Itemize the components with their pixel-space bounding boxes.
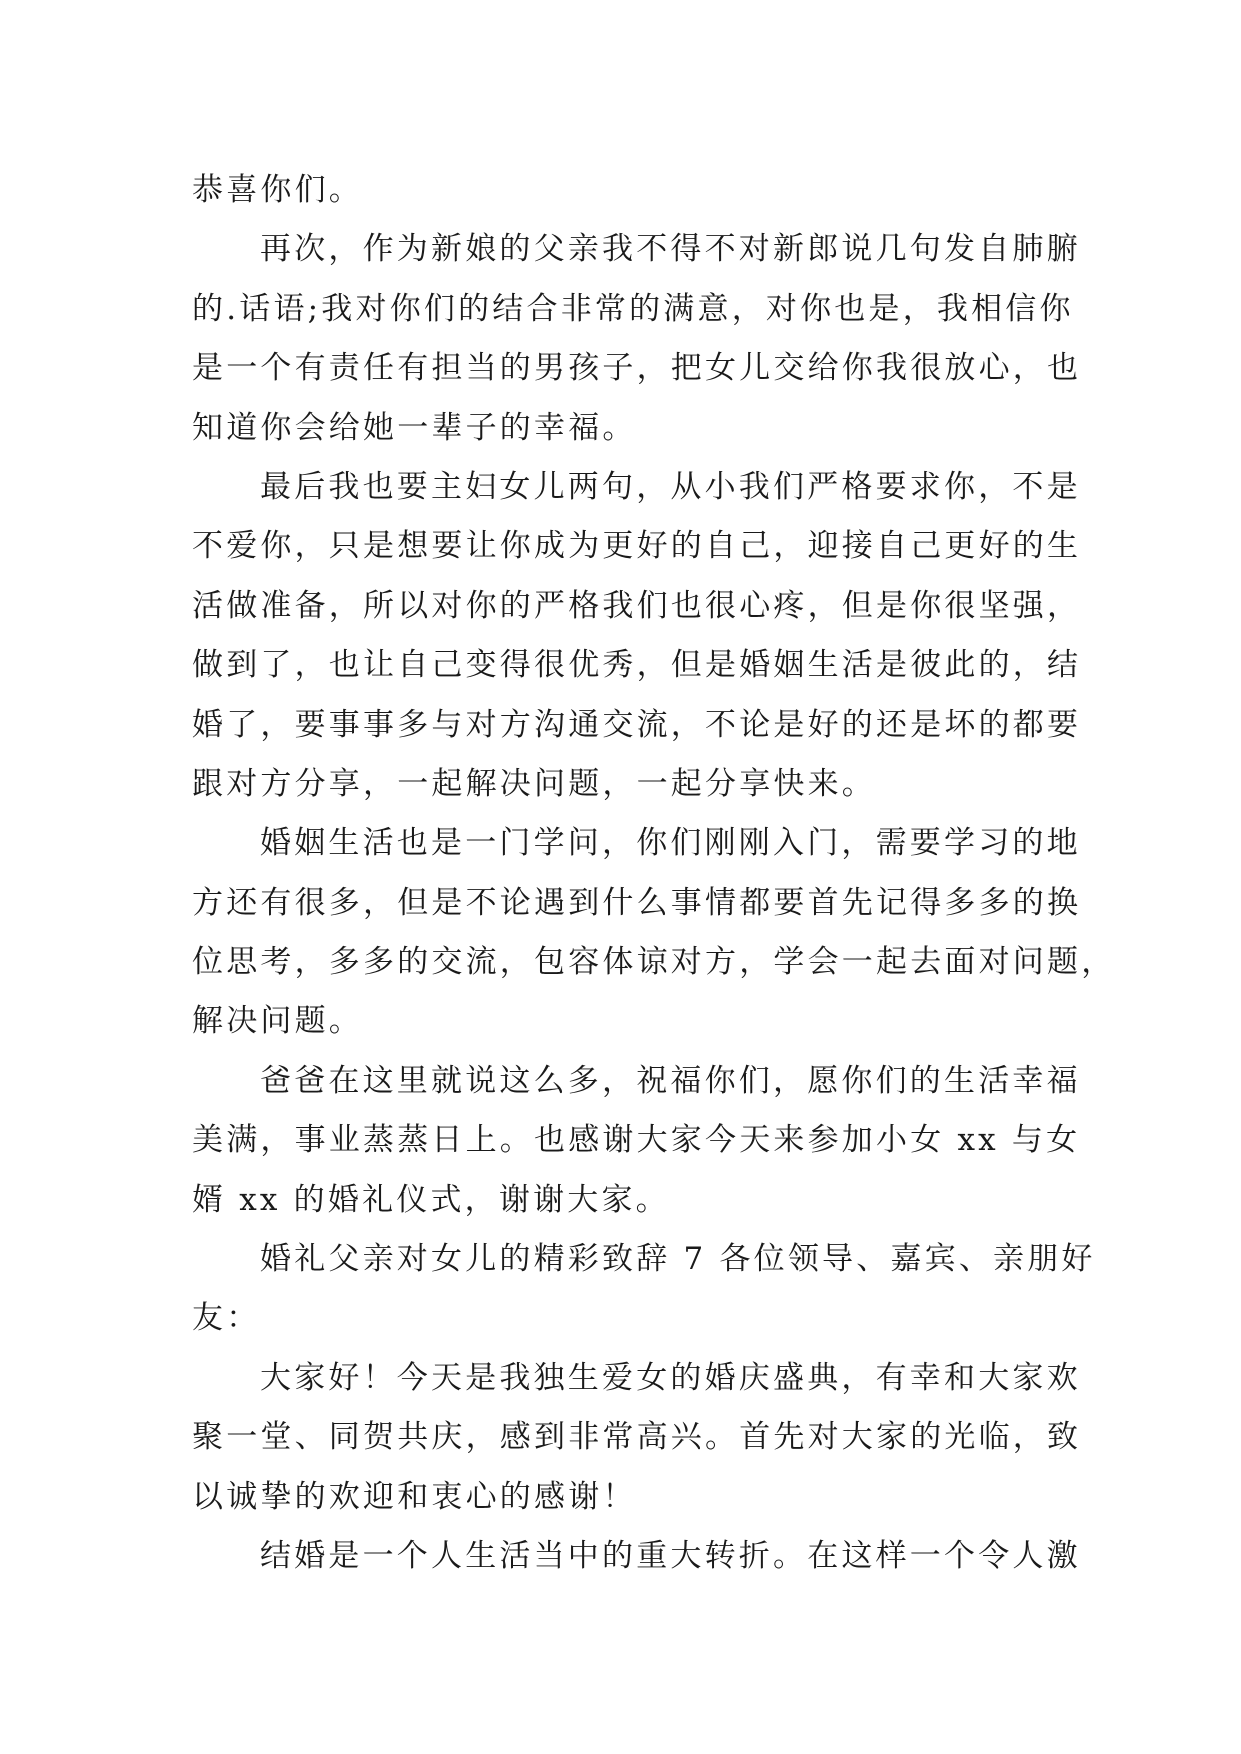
text-line: 位思考，多多的交流，包容体谅对方，学会一起去面对问题， [192,944,1116,981]
text-line: 婿 xx 的婚礼仪式，谢谢大家。 [192,1181,670,1218]
text-line: 爸爸在这里就说这么多，祝福你们，愿你们的生活幸福 [260,1062,1081,1099]
paragraph [192,458,1082,814]
paragraph [192,814,1116,1052]
paragraph [192,1527,1081,1586]
text-line: 跟对方分享，一起解决问题，一起分享快来。 [192,765,876,802]
text-line: 是一个有责任有担当的男孩子，把女儿交给你我很放心，也 [192,350,1082,387]
paragraph [192,1349,1082,1527]
text-line: 婚了，要事事多与对方沟通交流，不论是好的还是坏的都要 [192,706,1082,743]
text-line: 最后我也要主妇女儿两句，从小我们严格要求你，不是 [260,468,1081,505]
text-line: 以诚挚的欢迎和衷心的感谢！ [192,1478,637,1515]
paragraph [192,161,1072,220]
text-line: 做到了，也让自己变得很优秀，但是婚姻生活是彼此的，结 [192,647,1082,684]
text-line: 解决问题。 [192,1003,363,1040]
paragraph [192,1052,1081,1230]
document-body [192,161,1116,1586]
text-line: 方还有很多，但是不论遇到什么事情都要首先记得多多的换 [192,884,1082,921]
text-line: 大家好！今天是我独生爱女的婚庆盛典，有幸和大家欢 [260,1359,1081,1396]
text-line: 婚姻生活也是一门学问，你们刚刚入门，需要学习的地 [260,825,1081,862]
text-line: 恭喜你们。 [192,172,363,208]
text-line: 再次，作为新娘的父亲我不得不对新郎说几句发自肺腑 [260,231,1081,268]
text-line: 不爱你，只是想要让你成为更好的自己，迎接自己更好的生 [192,528,1082,565]
text-line: 婚礼父亲对女儿的精彩致辞 7 各位领导、嘉宾、亲朋好 [260,1241,1096,1278]
paragraph [192,220,1082,458]
text-line: 结婚是一个人生活当中的重大转折。在这样一个令人激 [260,1537,1081,1574]
text-line: 知道你会给她一辈子的幸福。 [192,409,637,446]
paragraph [192,1230,1096,1349]
text-line: 的.话语;我对你们的结合非常的满意，对你也是，我相信你 [192,290,1074,327]
text-line: 美满，事业蒸蒸日上。也感谢大家今天来参加小女 xx 与女 [192,1122,1081,1159]
text-line: 活做准备，所以对你的严格我们也很心疼，但是你很坚强， [192,587,1082,624]
text-line: 友： [192,1300,261,1337]
text-line: 聚一堂、同贺共庆，感到非常高兴。首先对大家的光临，致 [192,1419,1082,1456]
